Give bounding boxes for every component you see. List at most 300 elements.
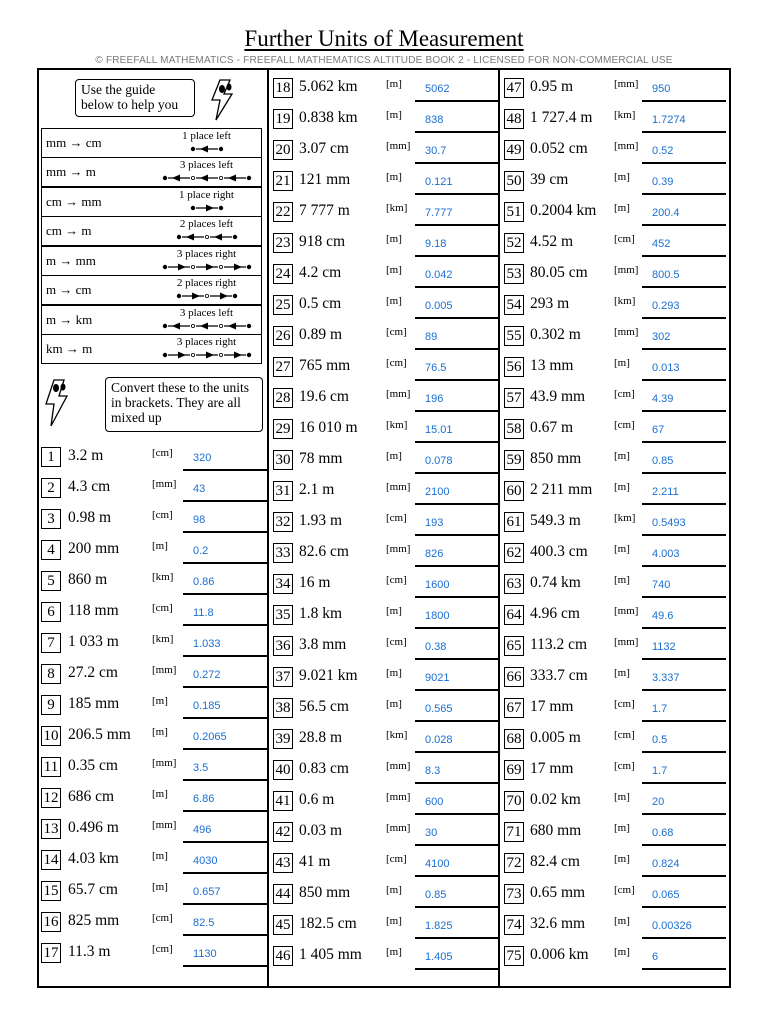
answer-line[interactable]	[183, 593, 267, 595]
problem-quantity: 17 mm	[530, 698, 574, 715]
problem-number: 8	[41, 664, 61, 684]
answer-line[interactable]	[415, 317, 499, 319]
answer-line[interactable]	[183, 686, 267, 688]
answer-value[interactable]: 6	[652, 951, 659, 963]
answer-line[interactable]	[642, 596, 726, 598]
problem-number: 53	[504, 264, 524, 284]
answer-value[interactable]: 0.85	[652, 455, 674, 467]
answer-line[interactable]	[415, 689, 499, 691]
target-unit: [m]	[152, 788, 168, 800]
target-unit: [cm]	[386, 853, 407, 865]
answer-value[interactable]: 4100	[425, 858, 450, 870]
answer-value[interactable]: 6.86	[193, 793, 215, 805]
answer-value[interactable]: 0.39	[652, 176, 674, 188]
guide-row	[41, 305, 262, 335]
answer-line[interactable]	[415, 565, 499, 567]
lightning-bolt-icon	[42, 378, 76, 428]
answer-line[interactable]	[415, 162, 499, 164]
problem-row	[504, 571, 728, 601]
problem-row	[504, 509, 728, 539]
answer-value[interactable]: 4.39	[652, 393, 674, 405]
answer-line[interactable]	[642, 906, 726, 908]
answer-line[interactable]	[183, 779, 267, 781]
answer-line[interactable]	[183, 934, 267, 936]
answer-value[interactable]: 0.85	[425, 889, 447, 901]
answer-line[interactable]	[415, 131, 499, 133]
target-unit: [cm]	[614, 884, 635, 896]
problem-quantity: 43.9 mm	[530, 388, 586, 405]
problem-number: 1	[41, 447, 61, 467]
problem-number: 7	[41, 633, 61, 653]
answer-line[interactable]	[642, 441, 726, 443]
problem-number: 64	[504, 605, 524, 625]
answer-line[interactable]	[642, 379, 726, 381]
problem-row	[273, 478, 501, 508]
answer-line[interactable]	[415, 503, 499, 505]
answer-line[interactable]	[642, 720, 726, 722]
problem-quantity: 850 mm	[299, 884, 351, 901]
answer-value[interactable]: 0.065	[652, 889, 680, 901]
answer-line[interactable]	[183, 469, 267, 471]
problem-row	[273, 571, 501, 601]
answer-value[interactable]: 950	[652, 83, 671, 95]
problem-number: 75	[504, 946, 524, 966]
answer-line[interactable]	[183, 624, 267, 626]
answer-line[interactable]	[642, 255, 726, 257]
problem-number: 67	[504, 698, 524, 718]
problem-row	[273, 509, 501, 539]
problem-number: 10	[41, 726, 61, 746]
answer-line[interactable]	[415, 937, 499, 939]
answer-value[interactable]: 302	[652, 331, 671, 343]
problem-number: 66	[504, 667, 524, 687]
problem-number: 74	[504, 915, 524, 935]
answer-value[interactable]: 740	[652, 579, 671, 591]
answer-line[interactable]	[642, 534, 726, 536]
answer-value[interactable]: 0.272	[193, 669, 221, 681]
answer-value[interactable]: 4030	[193, 855, 218, 867]
problem-number: 16	[41, 912, 61, 932]
answer-value[interactable]: 196	[425, 393, 444, 405]
problem-row	[504, 261, 728, 291]
problem-quantity: 0.74 km	[530, 574, 581, 591]
answer-line[interactable]	[183, 748, 267, 750]
answer-line[interactable]	[415, 782, 499, 784]
answer-line[interactable]	[642, 937, 726, 939]
problem-number: 69	[504, 760, 524, 780]
problem-row	[41, 599, 269, 629]
answer-value[interactable]: 30.7	[425, 145, 447, 157]
answer-value[interactable]: 1.405	[425, 951, 453, 963]
target-unit: [km]	[614, 295, 636, 307]
problem-row	[273, 912, 501, 942]
answer-line[interactable]	[415, 410, 499, 412]
answer-line[interactable]	[642, 813, 726, 815]
answer-line[interactable]	[642, 348, 726, 350]
answer-value[interactable]: 0.00326	[652, 920, 692, 932]
problem-row	[273, 168, 501, 198]
answer-value[interactable]: 1132	[652, 641, 676, 653]
answer-line[interactable]	[642, 627, 726, 629]
target-unit: [m]	[386, 171, 402, 183]
problem-number: 40	[273, 760, 293, 780]
problem-number: 13	[41, 819, 61, 839]
answer-value[interactable]: 0.185	[193, 700, 221, 712]
target-unit: [m]	[386, 264, 402, 276]
problem-quantity: 4.3 cm	[68, 478, 111, 495]
problem-number: 6	[41, 602, 61, 622]
answer-value[interactable]: 11.8	[193, 607, 214, 619]
guide-places: 2 places left	[179, 217, 234, 230]
answer-value[interactable]: 600	[425, 796, 444, 808]
answer-line[interactable]	[415, 379, 499, 381]
problem-number: 58	[504, 419, 524, 439]
answer-line[interactable]	[642, 503, 726, 505]
answer-value[interactable]: 0.565	[425, 703, 453, 715]
answer-value[interactable]: 2.211	[652, 486, 679, 498]
problem-quantity: 680 mm	[530, 822, 582, 839]
target-unit: [m]	[614, 574, 630, 586]
target-unit: [km]	[152, 571, 174, 583]
problem-number: 31	[273, 481, 293, 501]
problem-quantity: 1 033 m	[68, 633, 119, 650]
answer-line[interactable]	[642, 844, 726, 846]
problem-row	[504, 850, 728, 880]
answer-line[interactable]	[415, 813, 499, 815]
answer-line[interactable]	[415, 348, 499, 350]
problem-quantity: 113.2 cm	[530, 636, 588, 653]
problem-number: 46	[273, 946, 293, 966]
problem-number: 61	[504, 512, 524, 532]
answer-line[interactable]	[415, 224, 499, 226]
problem-quantity: 78 mm	[299, 450, 343, 467]
guide-conversion: mm → m	[46, 163, 96, 179]
answer-value[interactable]: 67	[652, 424, 665, 436]
target-unit: [m]	[152, 540, 168, 552]
problem-row	[504, 106, 728, 136]
answer-value[interactable]: 0.657	[193, 886, 221, 898]
guide-row	[41, 217, 262, 247]
guide-row	[41, 128, 262, 158]
target-unit: [m]	[614, 946, 630, 958]
answer-value[interactable]: 1.825	[425, 920, 453, 932]
target-unit: [mm]	[386, 140, 411, 152]
problem-row	[504, 726, 728, 756]
answer-value[interactable]: 800.5	[652, 269, 680, 281]
problem-quantity: 918 cm	[299, 233, 346, 250]
answer-value[interactable]: 20	[652, 796, 665, 808]
problem-quantity: 17 mm	[530, 760, 574, 777]
answer-value[interactable]: 9021	[425, 672, 450, 684]
answer-line[interactable]	[183, 903, 267, 905]
answer-line[interactable]	[415, 627, 499, 629]
answer-line[interactable]	[183, 717, 267, 719]
target-unit: [km]	[386, 202, 408, 214]
problem-number: 5	[41, 571, 61, 591]
problem-quantity: 686 cm	[68, 788, 115, 805]
answer-line[interactable]	[642, 751, 726, 753]
target-unit: [m]	[386, 884, 402, 896]
answer-line[interactable]	[415, 193, 499, 195]
answer-value[interactable]: 89	[425, 331, 438, 343]
problem-quantity: 0.006 km	[530, 946, 589, 963]
answer-line[interactable]	[642, 410, 726, 412]
answer-value[interactable]: 98	[193, 514, 206, 526]
answer-value[interactable]: 3.337	[652, 672, 680, 684]
answer-line[interactable]	[415, 751, 499, 753]
answer-value[interactable]: 826	[425, 548, 444, 560]
guide-conversion: cm → m	[46, 222, 92, 238]
problem-quantity: 82.6 cm	[299, 543, 349, 560]
problem-row	[504, 788, 728, 818]
arrow-right-icon	[152, 262, 262, 272]
answer-line[interactable]	[642, 658, 726, 660]
problem-quantity: 5.062 km	[299, 78, 358, 95]
problem-number: 52	[504, 233, 524, 253]
guide-row	[41, 335, 262, 365]
problem-row	[504, 757, 728, 787]
problem-quantity: 860 m	[68, 571, 108, 588]
problem-row	[273, 416, 501, 446]
answer-value[interactable]: 0.005	[425, 300, 453, 312]
answer-value[interactable]: 4.003	[652, 548, 680, 560]
target-unit: [km]	[614, 512, 636, 524]
answer-line[interactable]	[415, 658, 499, 660]
answer-line[interactable]	[642, 317, 726, 319]
answer-value[interactable]: 1.7274	[652, 114, 686, 126]
problem-quantity: 2.1 m	[299, 481, 335, 498]
answer-value[interactable]: 0.078	[425, 455, 453, 467]
problem-number: 60	[504, 481, 524, 501]
answer-line[interactable]	[183, 841, 267, 843]
answer-value[interactable]: 0.121	[425, 176, 453, 188]
target-unit: [m]	[614, 202, 630, 214]
answer-value[interactable]: 0.2	[193, 545, 209, 557]
target-unit: [cm]	[152, 912, 173, 924]
answer-line[interactable]	[415, 844, 499, 846]
answer-line[interactable]	[642, 286, 726, 288]
answer-value[interactable]: 193	[425, 517, 444, 529]
answer-line[interactable]	[642, 162, 726, 164]
target-unit: [m]	[386, 667, 402, 679]
answer-value[interactable]: 0.52	[652, 145, 674, 157]
answer-line[interactable]	[415, 100, 499, 102]
answer-value[interactable]: 496	[193, 824, 212, 836]
guide-row	[41, 276, 262, 306]
problem-number: 47	[504, 78, 524, 98]
answer-line[interactable]	[183, 500, 267, 502]
answer-line[interactable]	[183, 810, 267, 812]
problem-row	[273, 602, 501, 632]
answer-value[interactable]: 5062	[425, 83, 450, 95]
answer-line[interactable]	[183, 531, 267, 533]
problem-row	[504, 137, 728, 167]
problem-number: 56	[504, 357, 524, 377]
problem-number: 43	[273, 853, 293, 873]
guide-conversion: cm → mm	[46, 194, 102, 209]
answer-value[interactable]: 82.5	[193, 917, 215, 929]
problem-row	[273, 819, 501, 849]
problem-row	[504, 819, 728, 849]
answer-value[interactable]: 1.033	[193, 638, 221, 650]
answer-line[interactable]	[183, 655, 267, 657]
answer-value[interactable]: 30	[425, 827, 438, 839]
problem-quantity: 0.838 km	[299, 109, 358, 126]
target-unit: [mm]	[152, 478, 177, 490]
problem-number: 32	[273, 512, 293, 532]
answer-value[interactable]: 43	[193, 483, 206, 495]
problem-quantity: 19.6 cm	[299, 388, 349, 405]
answer-value[interactable]: 0.042	[425, 269, 453, 281]
answer-line[interactable]	[642, 131, 726, 133]
answer-value[interactable]: 0.028	[425, 734, 453, 746]
target-unit: [m]	[386, 698, 402, 710]
problem-row	[504, 354, 728, 384]
answer-value[interactable]: 1.7	[652, 765, 668, 777]
answer-value[interactable]: 1130	[193, 948, 217, 960]
answer-value[interactable]: 200.4	[652, 207, 680, 219]
problem-number: 44	[273, 884, 293, 904]
problem-number: 70	[504, 791, 524, 811]
answer-line[interactable]	[415, 534, 499, 536]
answer-value[interactable]: 8.3	[425, 765, 441, 777]
problem-quantity: 0.89 m	[299, 326, 343, 343]
answer-line[interactable]	[415, 875, 499, 877]
answer-line[interactable]	[642, 782, 726, 784]
answer-line[interactable]	[642, 193, 726, 195]
target-unit: [mm]	[386, 543, 411, 555]
answer-value[interactable]: 2100	[425, 486, 450, 498]
problem-number: 45	[273, 915, 293, 935]
problem-row	[41, 444, 269, 474]
answer-line[interactable]	[415, 596, 499, 598]
answer-line[interactable]	[415, 286, 499, 288]
problem-quantity: 1 405 mm	[299, 946, 362, 963]
answer-value[interactable]: 1600	[425, 579, 450, 591]
problem-number: 14	[41, 850, 61, 870]
problem-row	[273, 137, 501, 167]
problem-number: 73	[504, 884, 524, 904]
answer-line[interactable]	[642, 565, 726, 567]
problem-row	[273, 354, 501, 384]
answer-line[interactable]	[642, 224, 726, 226]
problem-row	[273, 323, 501, 353]
answer-line[interactable]	[183, 562, 267, 564]
answer-value[interactable]: 0.38	[425, 641, 447, 653]
problem-quantity: 1 727.4 m	[530, 109, 593, 126]
problem-row	[273, 199, 501, 229]
problem-row	[504, 230, 728, 260]
arrow-left-icon	[152, 321, 262, 331]
guide-places: 3 places left	[179, 158, 234, 171]
answer-line[interactable]	[415, 472, 499, 474]
answer-value[interactable]: 1.7	[652, 703, 668, 715]
answer-line[interactable]	[642, 968, 726, 970]
answer-value[interactable]: 0.5493	[652, 517, 686, 529]
answer-value[interactable]: 320	[193, 452, 212, 464]
target-unit: [cm]	[614, 698, 635, 710]
answer-line[interactable]	[642, 689, 726, 691]
answer-value[interactable]: 9.18	[425, 238, 447, 250]
target-unit: [m]	[614, 450, 630, 462]
target-unit: [m]	[386, 450, 402, 462]
problem-number: 55	[504, 326, 524, 346]
problem-number: 62	[504, 543, 524, 563]
problem-row	[504, 199, 728, 229]
answer-value[interactable]: 452	[652, 238, 671, 250]
arrow-right-icon	[152, 350, 262, 360]
answer-line[interactable]	[415, 255, 499, 257]
target-unit: [cm]	[152, 602, 173, 614]
problem-quantity: 0.02 km	[530, 791, 581, 808]
answer-value[interactable]: 15.01	[425, 424, 453, 436]
answer-line[interactable]	[642, 100, 726, 102]
problem-quantity: 0.052 cm	[530, 140, 588, 157]
problem-quantity: 3.2 m	[68, 447, 104, 464]
answer-value[interactable]: 0.824	[652, 858, 680, 870]
answer-value[interactable]: 3.5	[193, 762, 209, 774]
problem-row	[504, 75, 728, 105]
problem-quantity: 82.4 cm	[530, 853, 580, 870]
answer-line[interactable]	[642, 472, 726, 474]
answer-value[interactable]: 0.5	[652, 734, 668, 746]
problem-row	[41, 506, 269, 536]
problem-quantity: 4.2 cm	[299, 264, 342, 281]
target-unit: [cm]	[614, 760, 635, 772]
answer-value[interactable]: 1800	[425, 610, 450, 622]
problem-number: 51	[504, 202, 524, 222]
answer-line[interactable]	[415, 968, 499, 970]
problem-quantity: 32.6 mm	[530, 915, 586, 932]
guide-places: 3 places right	[176, 248, 237, 260]
answer-line[interactable]	[183, 965, 267, 967]
answer-value[interactable]: 0.013	[652, 362, 680, 374]
problem-row	[273, 106, 501, 136]
problem-row	[41, 909, 269, 939]
target-unit: [m]	[614, 791, 630, 803]
problem-row	[273, 664, 501, 694]
problem-quantity: 4.52 m	[530, 233, 574, 250]
answer-line[interactable]	[183, 872, 267, 874]
answer-value[interactable]: 76.5	[425, 362, 447, 374]
target-unit: [cm]	[386, 574, 407, 586]
answer-line[interactable]	[642, 875, 726, 877]
problem-quantity: 293 m	[530, 295, 570, 312]
target-unit: [cm]	[152, 509, 173, 521]
problem-quantity: 0.2004 km	[530, 202, 597, 219]
target-unit: [m]	[386, 605, 402, 617]
answer-value[interactable]: 0.2065	[193, 731, 227, 743]
answer-value[interactable]: 0.86	[193, 576, 215, 588]
answer-line[interactable]	[415, 441, 499, 443]
convert-instruction-note: Convert these to the units in brackets. They are all mixed up	[105, 377, 263, 432]
answer-value[interactable]: 49.6	[652, 610, 674, 622]
answer-line[interactable]	[415, 720, 499, 722]
arrow-left-icon	[152, 232, 262, 242]
guide-conversion: m → km	[46, 312, 93, 327]
problem-row	[273, 447, 501, 477]
answer-line[interactable]	[415, 906, 499, 908]
problem-quantity: 0.496 m	[68, 819, 119, 836]
target-unit: [cm]	[614, 419, 635, 431]
problem-quantity: 825 mm	[68, 912, 120, 929]
answer-value[interactable]: 0.68	[652, 827, 674, 839]
problem-number: 24	[273, 264, 293, 284]
problem-number: 48	[504, 109, 524, 129]
answer-value[interactable]: 0.293	[652, 300, 680, 312]
answer-value[interactable]: 7.777	[425, 207, 453, 219]
answer-value[interactable]: 838	[425, 114, 444, 126]
